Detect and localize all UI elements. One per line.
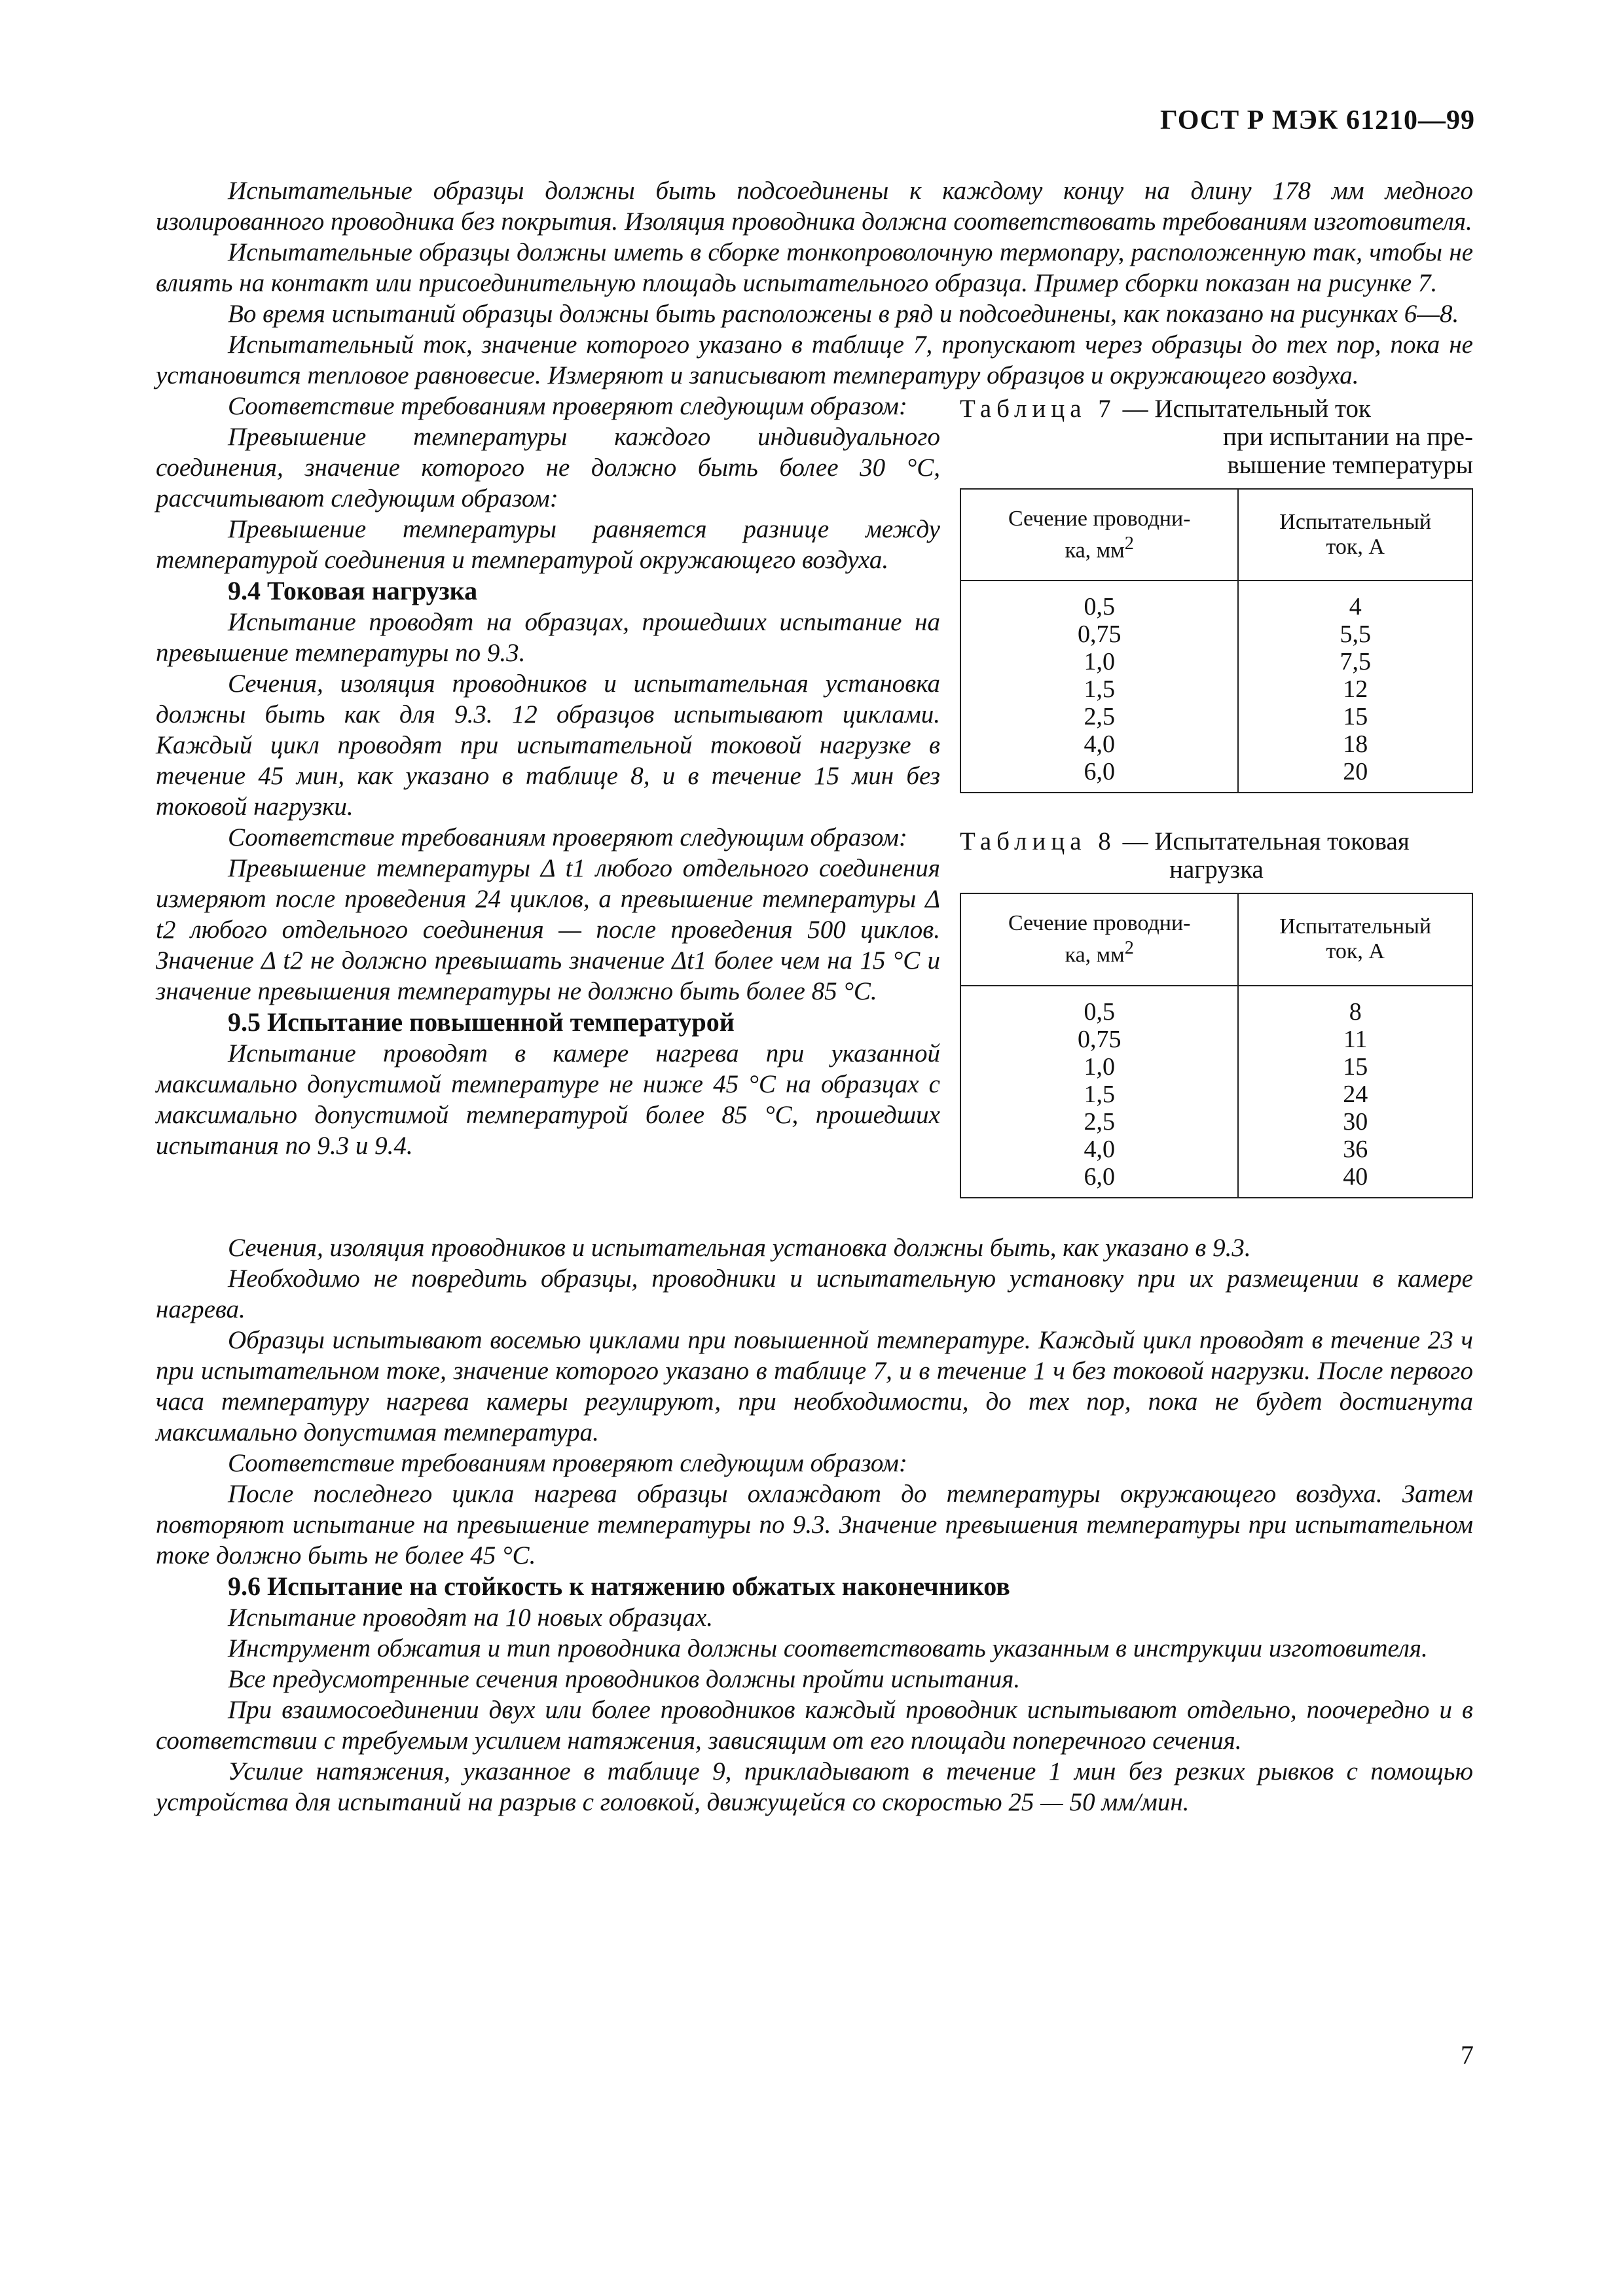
paragraph: Все предусмотренные сечения проводников должны пройти испытания.: [228, 1664, 1021, 1693]
table-7-caption: [960, 395, 1473, 479]
cell: 24: [1343, 1080, 1368, 1108]
cell: 11: [1343, 1025, 1368, 1053]
page-number: 7: [1461, 2040, 1474, 2070]
header-sup: 2: [1124, 533, 1134, 554]
table-row: [960, 1081, 1472, 1108]
table-row: [960, 1026, 1472, 1053]
cell: 2,5: [960, 703, 1238, 730]
table-row: [960, 986, 1472, 1026]
table-row: [960, 703, 1472, 730]
paragraph: Соответствие требованиям проверяют следующим образом:: [228, 1448, 907, 1477]
header-text: ка, мм: [1065, 942, 1125, 967]
cell: 1,0: [960, 1053, 1238, 1081]
paragraph: Испытание проводят в камере нагрева при указанной максимально допустимой температуре не ниже 45 °С на образцах с максимально допустимой температурой более 85 °С, прошедших испытания по 9.3 и 9.4.: [156, 1039, 940, 1160]
cell: 4: [1349, 593, 1362, 621]
paragraph: Образцы испытывают восемью циклами при повышенной температуре. Каждый цикл проводят в течение 23 ч при испытательном токе, значение которого указано в таблице 7, и в течение 1 ч без токовой нагрузки. После первого часа температуру нагрева камеры регулируют, при необходимости, до тех пор, пока не будет достигнута максимально допустимая температура.: [156, 1325, 1473, 1446]
table-8-title-1: — Испытательная токовая: [1122, 827, 1410, 856]
paragraph: Испытательные образцы должны быть подсоединены к каждому концу на длину 178 мм медного изолированного проводника без покрытия. Изоляция проводника должна соответствовать требованиям изготовителя.: [156, 177, 1473, 236]
cell: 6,0: [960, 1163, 1238, 1198]
cell: 18: [1343, 730, 1368, 759]
paragraph: Необходимо не повредить образцы, проводники и испытательную установку при их размещении в камере нагрева.: [156, 1264, 1473, 1323]
cell: 8: [1349, 997, 1362, 1026]
section-heading-9-4: 9.4 Токовая нагрузка: [228, 576, 478, 605]
paragraph: Превышение температуры равняется разнице между температурой соединения и температурой окружающего воздуха.: [156, 515, 940, 574]
top-paragraphs: [156, 175, 1473, 391]
header-text: Сечение проводни-: [1008, 507, 1191, 531]
table-8: [960, 893, 1473, 1198]
table-7-header-current: [1238, 489, 1472, 581]
paragraph: Испытательный ток, значение которого указано в таблице 7, пропускают через образцы до тех пор, пока не установится тепловое равновесие. Измеряют и записывают температуру образцов и окружающего воздуха.: [156, 331, 1473, 389]
cell: 1,0: [960, 648, 1238, 675]
cell: 6,0: [960, 758, 1238, 793]
table-8-header-section: [960, 893, 1238, 985]
header-sup: 2: [1124, 938, 1134, 959]
cell: 7,5: [1340, 648, 1371, 676]
cell: 15: [1343, 703, 1368, 731]
paragraph: Инструмент обжатия и тип проводника должны соответствовать указанным в инструкции изготовителя.: [228, 1634, 1428, 1662]
cell: 20: [1343, 758, 1368, 786]
paragraph: Во время испытаний образцы должны быть расположены в ряд и подсоединены, как показано на рисунках 6—8.: [228, 300, 1459, 328]
table-row: [960, 1136, 1472, 1163]
cell: 12: [1343, 675, 1368, 704]
table-8-caption: [960, 827, 1473, 884]
table-8-title-2: нагрузка: [1169, 855, 1264, 884]
section-heading-9-6: 9.6 Испытание на стойкость к натяжению обжатых наконечников: [228, 1571, 1010, 1601]
table-7-title-3: вышение температуры: [1227, 451, 1473, 479]
table-row: [960, 1053, 1472, 1081]
cell: 5,5: [1340, 620, 1371, 649]
table-row: [960, 730, 1472, 758]
table-row: [960, 648, 1472, 675]
header-text: Сечение проводни-: [1008, 911, 1191, 936]
cell: 1,5: [960, 675, 1238, 703]
table-row: [960, 675, 1472, 703]
table-8-label: Таблица 8: [960, 827, 1116, 856]
page-content: [156, 175, 1473, 1818]
paragraph: Усилие натяжения, указанное в таблице 9, прикладывают в течение 1 мин без резких рывков с помощью устройства для испытаний на разрыв с головкой, движущейся со скоростью 25 — 50 мм/мин.: [156, 1757, 1473, 1816]
cell: 1,5: [960, 1081, 1238, 1108]
cell: 0,5: [960, 581, 1238, 620]
section-heading-9-5: 9.5 Испытание повышенной температурой: [228, 1007, 735, 1037]
table-row: [960, 620, 1472, 648]
paragraph: Сечения, изоляция проводников и испытательная установка должны быть как для 9.3. 12 образцов испытывают циклами. Каждый цикл проводят при испытательной токовой нагрузке в течение 45 мин, как указано в таблице 8, и в течение 15 мин без токовой нагрузки.: [156, 670, 940, 821]
paragraph: Испытание проводят на образцах, прошедших испытание на превышение температуры по 9.3.: [156, 608, 940, 667]
table-row: [960, 581, 1472, 620]
table-7: [960, 488, 1473, 793]
table-7-title-2: при испытании на пре-: [1222, 423, 1473, 451]
table-row: [960, 758, 1472, 793]
paragraph: Испытание проводят на 10 новых образцах.: [228, 1603, 714, 1632]
table-7-label: Таблица 7: [960, 395, 1116, 423]
cell: 15: [1343, 1052, 1368, 1081]
paragraph: После последнего цикла нагрева образцы охлаждают до температуры окружающего воздуха. Затем повторяют испытание на превышение температуры по 9.3. Значение превышения температуры при испытательном токе должно быть не более 45 °С.: [156, 1479, 1473, 1570]
cell: 4,0: [960, 730, 1238, 758]
document-code-header: ГОСТ Р МЭК 61210—99: [1160, 105, 1475, 135]
cell: 36: [1343, 1135, 1368, 1163]
header-text: ток, А: [1326, 939, 1385, 964]
tables-column: [960, 395, 1473, 1232]
paragraph: Сечения, изоляция проводников и испытательная установка должны быть, как указано в 9.3.: [228, 1233, 1251, 1262]
paragraph: Соответствие требованиям проверяют следующим образом:: [228, 392, 907, 420]
header-text: Испытательный: [1279, 914, 1432, 939]
table-row: [960, 1108, 1472, 1136]
cell: 0,75: [960, 620, 1238, 648]
cell: 30: [1343, 1107, 1368, 1136]
bottom-paragraphs: [156, 1232, 1473, 1818]
cell: 40: [1343, 1162, 1368, 1191]
header-text: Испытательный: [1279, 510, 1432, 535]
paragraph: Испытательные образцы должны иметь в сборке тонкопроволочную термопару, расположенную так, чтобы не влиять на контакт или присоединительную площадь испытательного образца. Пример сборки показан на рисунке 7.: [156, 238, 1473, 297]
header-text: ток, А: [1326, 535, 1385, 560]
paragraph: Превышение температуры Δ t1 любого отдельного соединения измеряют после проведения 24 циклов, а превышение температуры Δ t2 любого отдельного соединения — после проведения 500 циклов. Значение Δ t2 не должно превышать значение Δt1 более чем на 15 °С и значение превышения температуры не должно быть более 85 °С.: [156, 854, 940, 1005]
table-7-title-1: — Испытательный ток: [1122, 395, 1371, 423]
table-7-header-section: [960, 489, 1238, 581]
cell: 4,0: [960, 1136, 1238, 1163]
cell: 0,5: [960, 986, 1238, 1026]
header-text: ка, мм: [1065, 538, 1125, 563]
cell: 2,5: [960, 1108, 1238, 1136]
table-row: [960, 1163, 1472, 1198]
paragraph: Соответствие требованиям проверяют следующим образом:: [228, 823, 907, 852]
table-8-header-current: [1238, 893, 1472, 985]
paragraph: Превышение температуры каждого индивидуального соединения, значение которого не должно быть более 30 °С, рассчитывают следующим образом:: [156, 423, 940, 512]
paragraph: При взаимосоединении двух или более проводников каждый проводник испытывают отдельно, поочередно и в соответствии с требуемым усилием натяжения, зависящим от его площади поперечного сечения.: [156, 1695, 1473, 1755]
cell: 0,75: [960, 1026, 1238, 1053]
